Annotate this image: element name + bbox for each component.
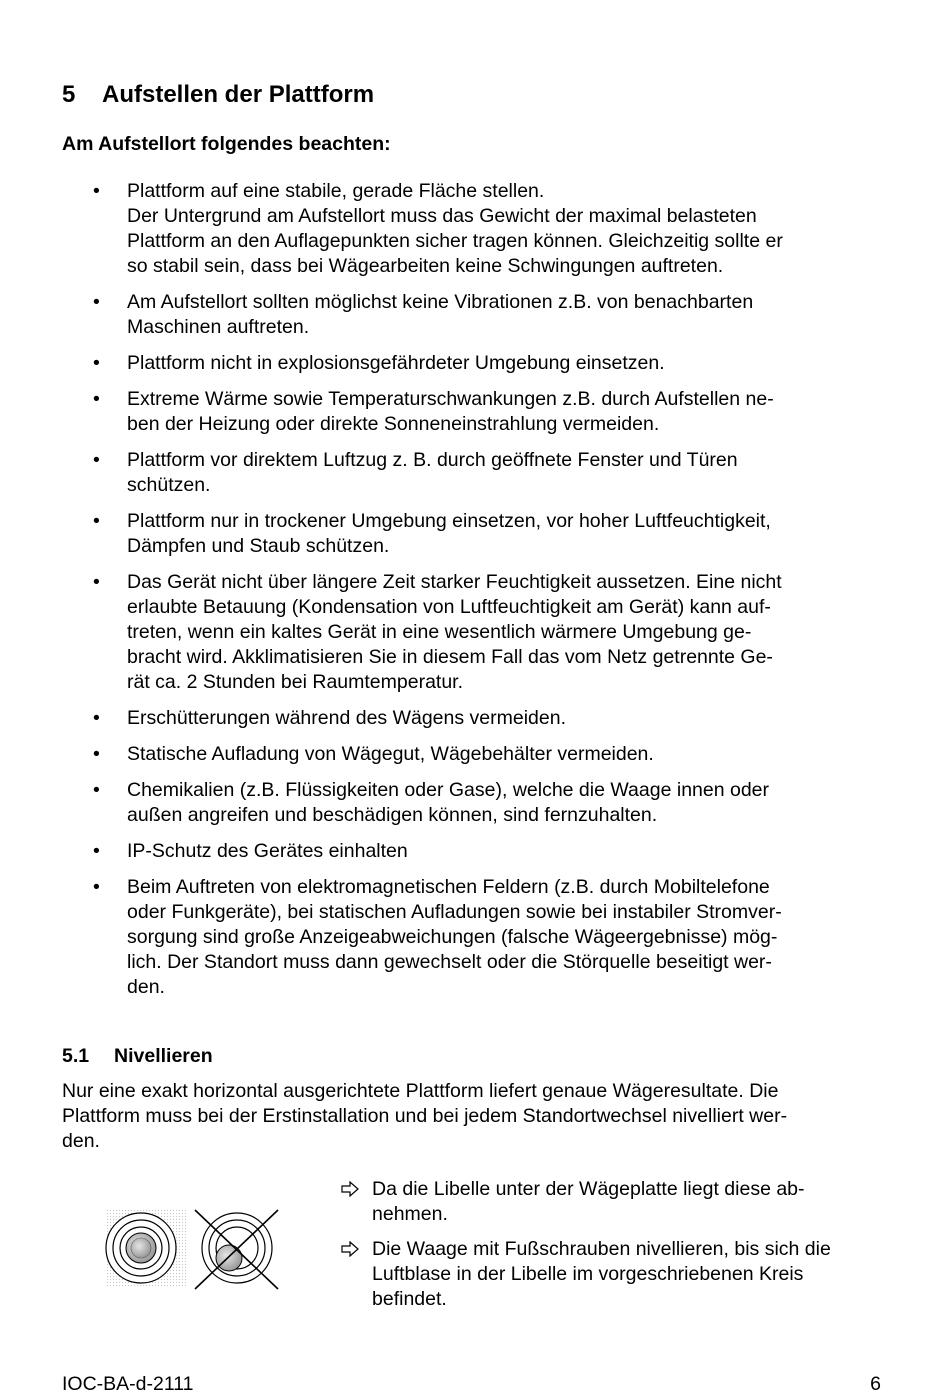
subsection-title: Nivellieren (114, 1045, 213, 1067)
bullet-item (0, 509, 950, 559)
bullet-line: Das Gerät nicht über längere Zeit starker Feuchtigkeit aussetzen. Eine nicht (127, 571, 782, 593)
bullet-item (0, 290, 950, 340)
bullet-item (0, 742, 950, 767)
paragraph-line: Nur eine exakt horizontal ausgerichtete Plattform liefert genaue Wägeresultate. Die (62, 1080, 779, 1102)
bullet-line: sorgung sind große Anzeigeabweichungen (falsche Wägeergebnisse) mög- (127, 926, 778, 948)
bullet-line: rät ca. 2 Stunden bei Raumtemperatur. (127, 671, 464, 693)
bullet-line: außen angreifen und beschädigen können, sind fernzuhalten. (127, 804, 658, 826)
bullet-item (0, 839, 950, 864)
bullet-line: erlaubte Betauung (Kondensation von Luftfeuchtigkeit am Gerät) kann auf- (127, 596, 771, 618)
subsection-heading (62, 1043, 213, 1069)
paragraph-line: den. (62, 1130, 100, 1152)
bullet-dot: • (93, 571, 100, 593)
bullet-item (0, 448, 950, 498)
bullet-item (0, 778, 950, 828)
bullet-dot: • (93, 840, 100, 862)
footer-page-number: 6 (870, 1373, 881, 1395)
bullet-line: Plattform nicht in explosionsgefährdeter Umgebung einsetzen. (127, 352, 665, 374)
section-heading (62, 79, 374, 111)
bullet-line: Maschinen auftreten. (127, 316, 310, 338)
bullet-dot: • (93, 388, 100, 410)
step-line: Da die Libelle unter der Wägeplatte liegt diese ab- (372, 1178, 805, 1200)
bullet-item (0, 706, 950, 731)
bullet-dot: • (93, 743, 100, 765)
leveling-paragraph (62, 1079, 787, 1154)
subsection-number: 5.1 (62, 1045, 90, 1067)
bullet-line: treten, wenn ein kaltes Gerät in eine wesentlich wärmere Umgebung ge- (127, 621, 752, 643)
bullet-dot: • (93, 510, 100, 532)
bullet-line: so stabil sein, dass bei Wägearbeiten keine Schwingungen auftreten. (127, 255, 724, 277)
bullet-item (0, 179, 950, 279)
step-line: Die Waage mit Fußschrauben nivellieren, bis sich die (372, 1238, 831, 1260)
bullet-item (0, 351, 950, 376)
bullet-line: Extreme Wärme sowie Temperaturschwankungen z.B. durch Aufstellen ne- (127, 388, 774, 410)
section-intro: Am Aufstellort folgendes beachten: (62, 133, 391, 155)
bullet-line: Plattform nur in trockener Umgebung einsetzen, vor hoher Luftfeuchtigkeit, (127, 510, 771, 532)
bullet-line: Erschütterungen während des Wägens vermeiden. (127, 707, 566, 729)
footer-document-id: IOC-BA-d-2111 (62, 1373, 194, 1395)
bullet-line: den. (127, 976, 165, 998)
hollow-arrow-icon (341, 1241, 359, 1257)
bullet-line: lich. Der Standort muss dann gewechselt oder die Störquelle beseitigt wer- (127, 951, 772, 973)
step-line: befindet. (372, 1288, 447, 1310)
bullet-line: oder Funkgeräte), bei statischen Aufladungen sowie bei instabiler Stromver- (127, 901, 782, 923)
bullet-dot: • (93, 352, 100, 374)
bullet-dot: • (93, 876, 100, 898)
bullet-item (0, 875, 950, 1000)
paragraph-line: Plattform muss bei der Erstinstallation und bei jedem Standortwechsel nivelliert wer- (62, 1105, 788, 1127)
bullet-item (0, 570, 950, 695)
bullet-line: Dämpfen und Staub schützen. (127, 535, 390, 557)
bullet-line: IP-Schutz des Gerätes einhalten (127, 840, 408, 862)
bullet-dot: • (93, 449, 100, 471)
section-title: Aufstellen der Plattform (102, 81, 375, 108)
bullet-line: Der Untergrund am Aufstellort muss das Gewicht der maximal belasteten (127, 205, 757, 227)
bullet-line: schützen. (127, 474, 211, 496)
step-item (0, 1237, 950, 1312)
step-item (0, 1177, 950, 1227)
leveling-step-list (0, 1177, 950, 1322)
bullet-line: Chemikalien (z.B. Flüssigkeiten oder Gase), welche die Waage innen oder (127, 779, 770, 801)
bullet-line: bracht wird. Akklimatisieren Sie in diesem Fall das vom Netz getrennte Ge- (127, 646, 773, 668)
bullet-dot: • (93, 180, 100, 202)
bullet-line: Statische Aufladung von Wägegut, Wägebehälter vermeiden. (127, 743, 654, 765)
step-line: Luftblase in der Libelle im vorgeschriebenen Kreis (372, 1263, 804, 1285)
bullet-line: Plattform auf eine stabile, gerade Fläche stellen. (127, 180, 545, 202)
bullet-line: ben der Heizung oder direkte Sonneneinstrahlung vermeiden. (127, 413, 660, 435)
bullet-dot: • (93, 291, 100, 313)
bullet-dot: • (93, 779, 100, 801)
bullet-dot: • (93, 707, 100, 729)
hollow-arrow-icon (341, 1181, 359, 1197)
bullet-line: Plattform an den Auflagepunkten sicher tragen können. Gleichzeitig sollte er (127, 230, 783, 252)
bullet-line: Beim Auftreten von elektromagnetischen Feldern (z.B. durch Mobiltelefone (127, 876, 770, 898)
step-line: nehmen. (372, 1203, 448, 1225)
bullet-line: Plattform vor direktem Luftzug z. B. durch geöffnete Fenster und Türen (127, 449, 738, 471)
bullet-line: Am Aufstellort sollten möglichst keine Vibrationen z.B. von benachbarten (127, 291, 754, 313)
section-number: 5 (62, 81, 76, 108)
placement-bullet-list (0, 179, 950, 1011)
bullet-item (0, 387, 950, 437)
